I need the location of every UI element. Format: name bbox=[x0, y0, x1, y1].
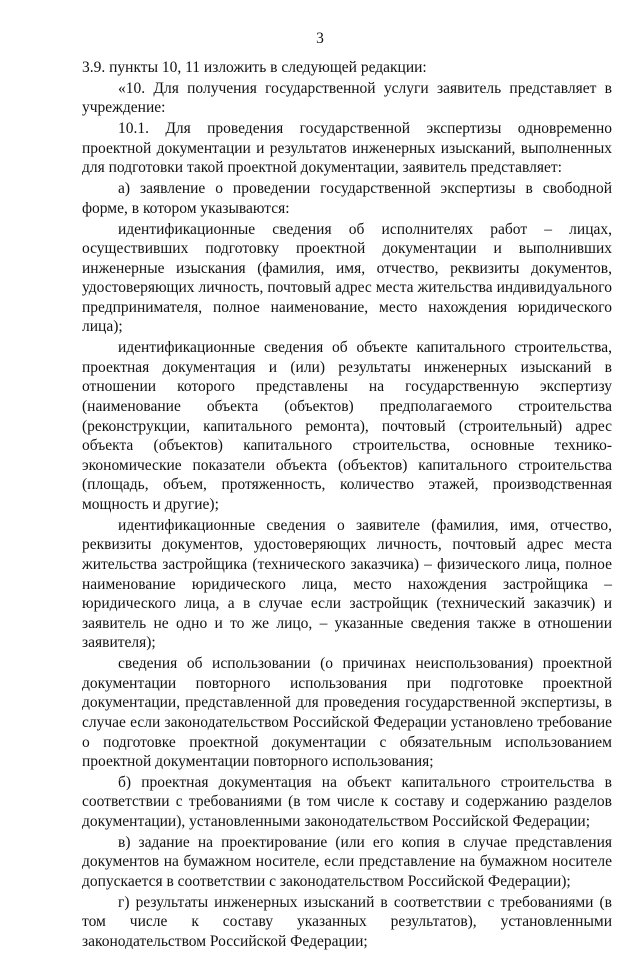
document-body bbox=[82, 58, 612, 953]
paragraph-applicant-info: идентификационные сведения о заявителе (фамилия, имя, отчество, реквизиты документов, удостоверяющих личность, почтовый адрес места жительства застройщика (технического заказчика) – физического лица, полное наименование юридического лица, место нахождения застройщика – юридического лица, а в случае если застройщик (технический заказчик) и заявитель не одно и то же лицо, – указанные сведения также в отношении заявителя); bbox=[82, 516, 612, 652]
paragraph-clause-10: «10. Для получения государственной услуги заявитель представляет в учреждение: bbox=[82, 79, 612, 117]
paragraph-item-v: в) задание на проектирование (или его копия в случае представления документов на бумажном носителе, если представление на бумажном носителе допускается в соответствии с законодательством Российской Федерации); bbox=[82, 833, 612, 891]
paragraph-item-b: б) проектная документация на объект капитального строительства в соответствии с требованиями (в том числе к составу и содержанию разделов документации), установленными законодательством Российской Федерации; bbox=[82, 773, 612, 831]
paragraph-clause-10-1: 10.1. Для проведения государственной экспертизы одновременно проектной документации и результатов инженерных изысканий, выполненных для подготовки такой проектной документации, заявитель представляет: bbox=[82, 120, 612, 177]
paragraph-reuse-info: сведения об использовании (о причинах неиспользования) проектной документации повторного использования при подготовке проектной документации, представленной для проведения государственной экспертизы, в случае если законодательством Российской Федерации установлено требование о подготовке проектной документации с обязательным использованием проектной документации повторного использования; bbox=[82, 655, 612, 771]
page-number: 3 bbox=[316, 30, 324, 47]
paragraph-object-info: идентификационные сведения об объекте капитального строительства, проектная документация и (или) результаты инженерных изысканий в отношении которого представлены на государственную экспертизу (наименование объекта (объектов) предполагаемого строительства (реконструкции, капитального ремонта), почтовый (строительный) адрес объекта (объектов) капитального строительства, основные технико-экономические показатели объекта (объектов) капитального строительства (площадь, объем, протяженность, количество этажей, производственная мощность и другие); bbox=[82, 339, 612, 513]
paragraph-executors-info: идентификационные сведения об исполнителях работ – лицах, осуществивших подготовку проектной документации и выполнивших инженерные изыскания (фамилия, имя, отчество, реквизиты документов, удостоверяющих личность, почтовый адрес места жительства индивидуального предпринимателя, полное наименование, место нахождения юридического лица); bbox=[82, 220, 612, 336]
paragraph-item-g: г) результаты инженерных изысканий в соответствии с требованиями (в том числе к составу указанных результатов), установленными законодательством Российской Федерации; bbox=[82, 893, 612, 950]
paragraph-clause-3-9: 3.9. пункты 10, 11 изложить в следующей редакции: bbox=[82, 59, 427, 76]
paragraph-item-a: а) заявление о проведении государственной экспертизы в свободной форме, в котором указываются: bbox=[82, 180, 612, 217]
